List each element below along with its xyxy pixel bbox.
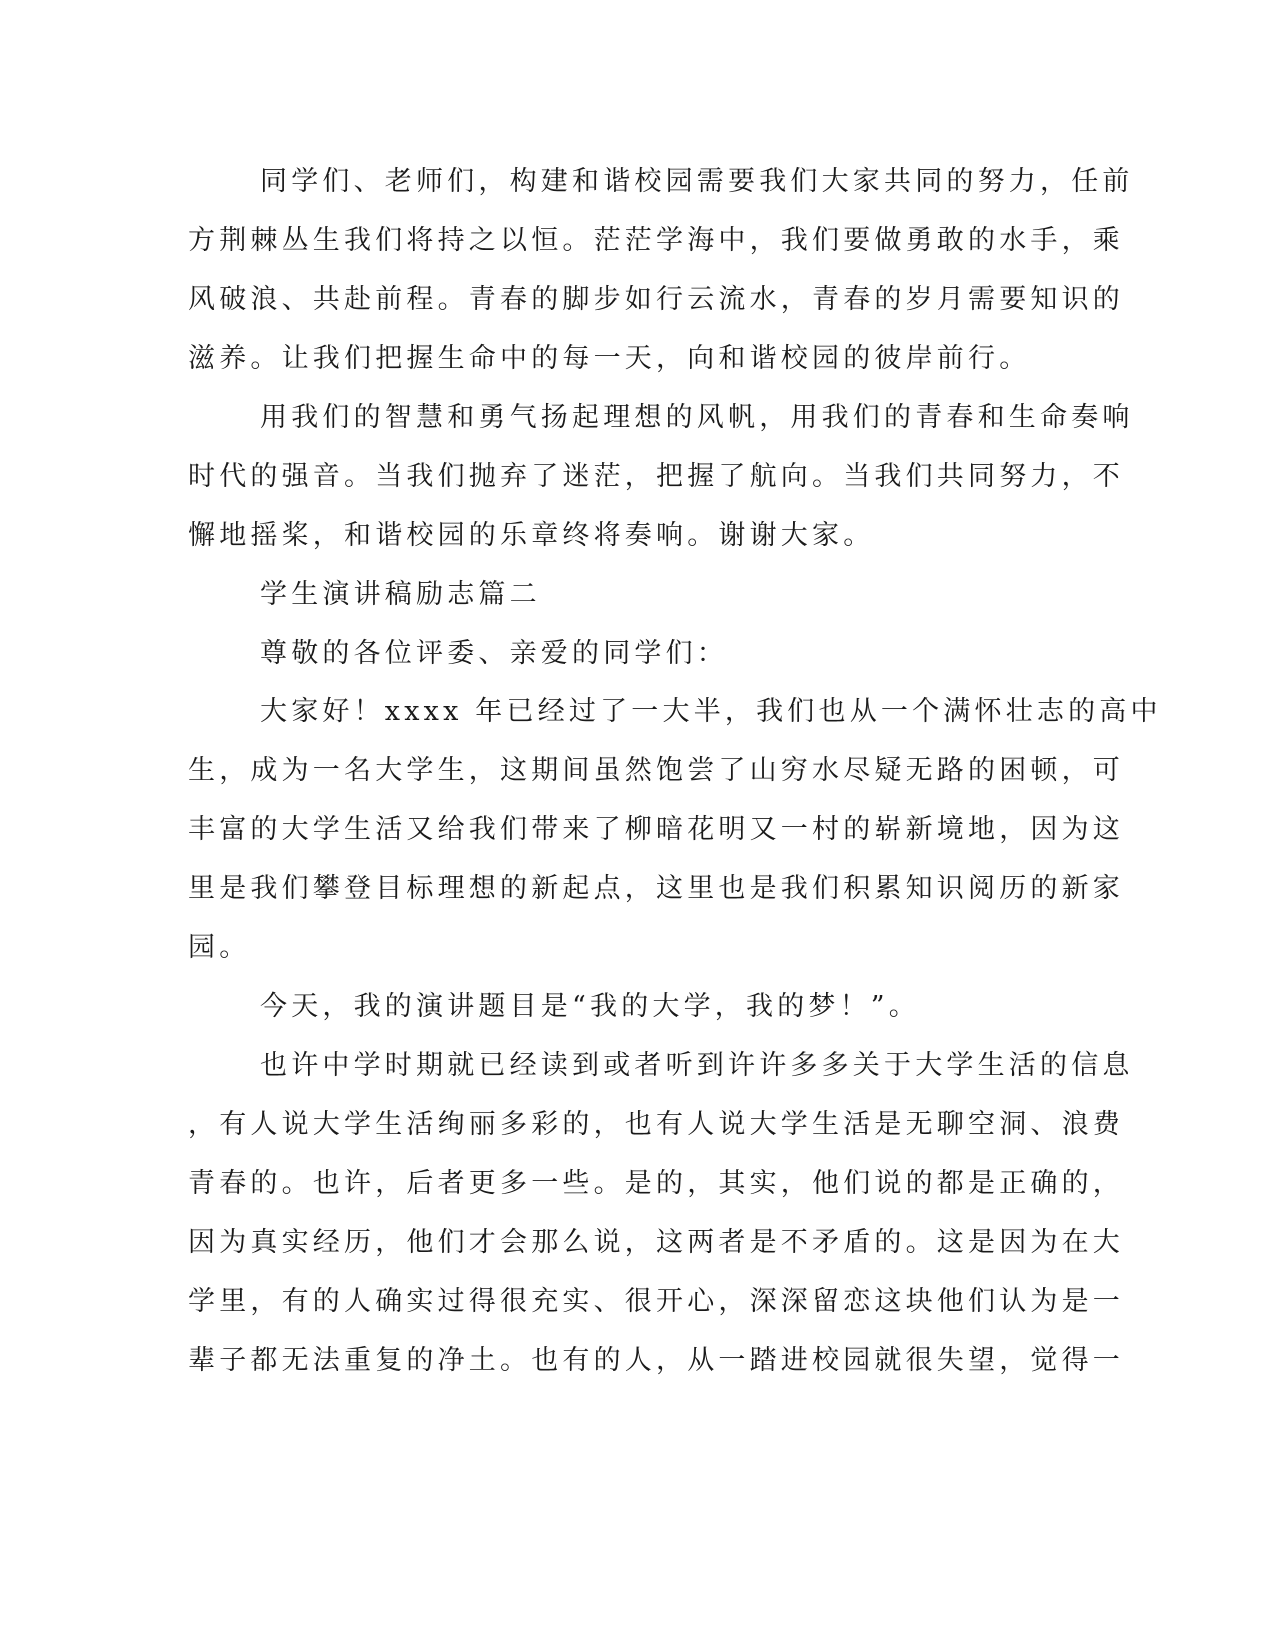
paragraph-3-line-4: 里是我们攀登目标理想的新起点，这里也是我们积累知识阅历的新家 bbox=[188, 873, 1124, 904]
paragraph-4-line-3: 青春的。也许，后者更多一些。是的，其实，他们说的都是正确的， bbox=[188, 1168, 1124, 1199]
paragraph-3-line-3: 丰富的大学生活又给我们带来了柳暗花明又一村的崭新境地，因为这 bbox=[188, 814, 1124, 845]
paragraph-1-line-2: 方荆棘丛生我们将持之以恒。茫茫学海中，我们要做勇敢的水手，乘 bbox=[188, 225, 1124, 256]
paragraph-1-line-4: 滋养。让我们把握生命中的每一天，向和谐校园的彼岸前行。 bbox=[188, 343, 1031, 374]
paragraph-3-line-1: 大家好！xxxx 年已经过了一大半，我们也从一个满怀壮志的高中 bbox=[260, 696, 1162, 727]
paragraph-3-line-5: 园。 bbox=[188, 932, 251, 963]
paragraph-1-line-1: 同学们、老师们，构建和谐校园需要我们大家共同的努力，任前 bbox=[260, 166, 1134, 197]
paragraph-3-line-2: 生，成为一名大学生，这期间虽然饱尝了山穷水尽疑无路的困顿，可 bbox=[188, 755, 1124, 786]
paragraph-4-line-1: 也许中学时期就已经读到或者听到许许多多关于大学生活的信息 bbox=[260, 1050, 1134, 1081]
paragraph-4-line-5: 学里，有的人确实过得很充实、很开心，深深留恋这块他们认为是一 bbox=[188, 1286, 1124, 1317]
paragraph-2-line-2: 时代的强音。当我们抛弃了迷茫，把握了航向。当我们共同努力，不 bbox=[188, 461, 1124, 492]
paragraph-4-line-2: ，有人说大学生活绚丽多彩的，也有人说大学生活是无聊空洞、浪费 bbox=[188, 1109, 1124, 1140]
paragraph-2-line-3: 懈地摇桨，和谐校园的乐章终将奏响。谢谢大家。 bbox=[188, 520, 875, 551]
speech-title-line: 今天，我的演讲题目是“我的大学，我的梦！”。 bbox=[260, 991, 921, 1022]
paragraph-2-line-1: 用我们的智慧和勇气扬起理想的风帆，用我们的青春和生命奏响 bbox=[260, 402, 1134, 433]
paragraph-4-line-4: 因为真实经历，他们才会那么说，这两者是不矛盾的。这是因为在大 bbox=[188, 1227, 1124, 1258]
paragraph-4-line-6: 辈子都无法重复的净土。也有的人，从一踏进校园就很失望，觉得一 bbox=[188, 1345, 1124, 1376]
salutation: 尊敬的各位评委、亲爱的同学们： bbox=[260, 638, 728, 669]
section-heading: 学生演讲稿励志篇二 bbox=[260, 579, 541, 610]
paragraph-1-line-3: 风破浪、共赴前程。青春的脚步如行云流水，青春的岁月需要知识的 bbox=[188, 284, 1124, 315]
